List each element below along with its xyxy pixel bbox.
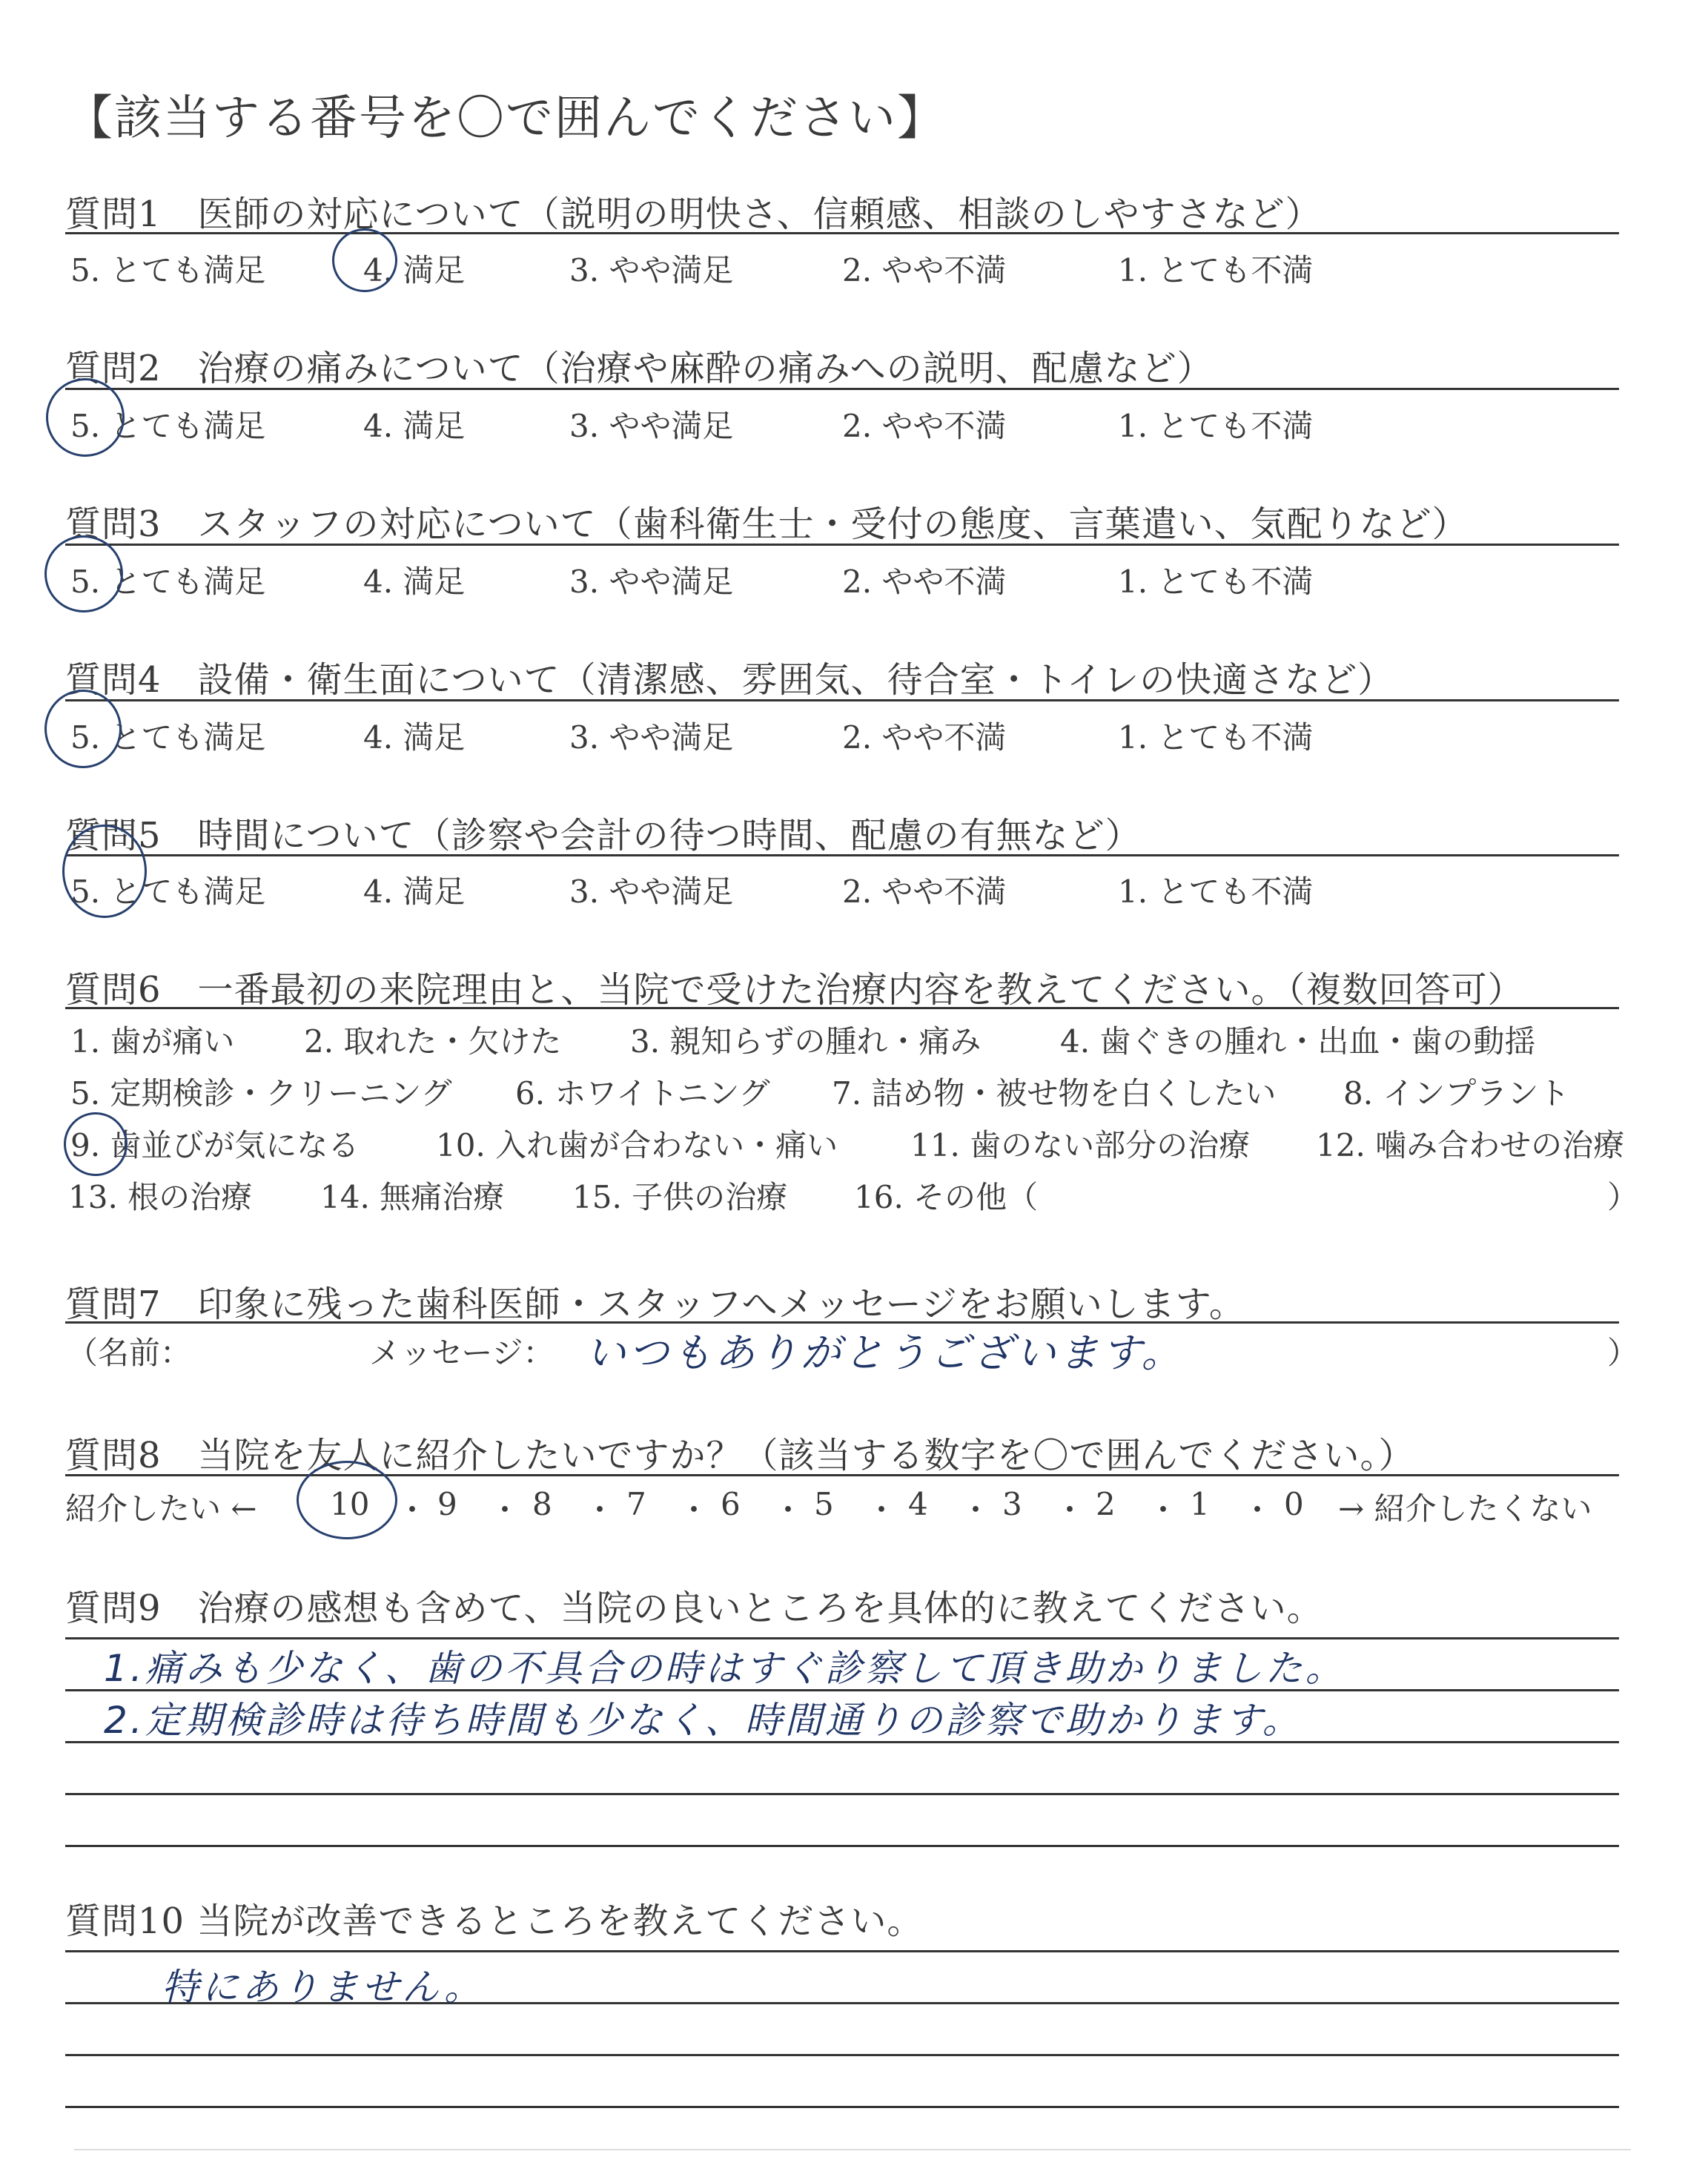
q1-option-2[interactable]: 2. やや不満 [842,252,1007,288]
q6-option-7[interactable]: 7. 詰め物・被せ物を白くしたい [832,1075,1277,1112]
question-6-title: 質問6 一番最初の来院理由と、当院で受けた治療内容を教えてください。（複数回答可） [65,969,1524,1011]
q4-option-4[interactable]: 4. 満足 [363,719,466,756]
q8-scale-2[interactable]: 2 [1096,1486,1116,1522]
form-header: 【該当する番号を〇で囲んでください】 [65,91,946,146]
q9-handwritten-answer-line: 1.痛みも少なく、歯の不具合の時はすぐ診察して頂き助かりました。 [104,1647,1345,1690]
q6-option-3[interactable]: 3. 親知らずの腫れ・痛み [630,1023,982,1060]
q3-option-2[interactable]: 2. やや不満 [842,564,1007,600]
q6-option-6[interactable]: 6. ホワイトニング [515,1075,770,1112]
q2-option-5[interactable]: 5. とても満足 [70,408,266,444]
q6-option-1[interactable]: 1. 歯が痛い [70,1023,235,1060]
q6-option-14[interactable]: 14. 無痛治療 [320,1179,505,1215]
selection-circle [62,825,147,918]
answer-line [65,2054,1619,2056]
q7-name-label: （名前： [67,1335,192,1371]
q8-dot: ・ [1148,1492,1179,1528]
q5-option-2[interactable]: 2. やや不満 [842,873,1007,910]
q8-dot: ・ [584,1492,616,1528]
divider [65,544,1619,546]
q6-option-13[interactable]: 13. 根の治療 [68,1179,253,1215]
q8-scale-7[interactable]: 7 [626,1486,646,1522]
question-10-title: 質問10 当院が改善できるところを教えてください。 [65,1900,924,1942]
q9-handwritten-answer-line: 2.定期検診時は待ち時間も少なく、時間通りの診察で助かります。 [104,1699,1302,1742]
q8-left-label: 紹介したい ← [65,1490,257,1527]
question-8-title: 質問8 当院を友人に紹介したいですか？（該当する数字を〇で囲んでください。） [65,1435,1415,1476]
divider [65,854,1619,856]
question-9-title: 質問9 治療の感想も含めて、当院の良いところを具体的に教えてください。 [65,1588,1323,1629]
q8-dot: ・ [1242,1492,1274,1528]
q3-option-1[interactable]: 1. とても不満 [1118,564,1314,600]
q3-option-3[interactable]: 3. やや満足 [569,564,734,600]
q1-option-1[interactable]: 1. とても不満 [1118,252,1314,288]
q5-option-3[interactable]: 3. やや満足 [569,873,734,910]
selection-circle [44,690,122,768]
q8-scale-6[interactable]: 6 [721,1486,741,1522]
q8-scale-0[interactable]: 0 [1284,1486,1304,1522]
q6-option-16[interactable]: 16. その他（ [854,1179,1039,1215]
q6-option-11[interactable]: 11. 歯のない部分の治療 [910,1127,1251,1163]
q8-dot: ・ [489,1492,521,1528]
q8-scale-4[interactable]: 4 [908,1486,928,1522]
selection-circle [64,1112,128,1176]
divider [65,1474,1619,1476]
question-4-title: 質問4 設備・衛生面について（清潔感、雰囲気、待合室・トイレの快適さなど） [65,659,1394,701]
q2-option-4[interactable]: 4. 満足 [363,408,466,444]
page-bottom-edge [74,2149,1631,2150]
divider [65,232,1619,234]
answer-line [65,1845,1619,1847]
q1-option-3[interactable]: 3. やや満足 [569,252,734,288]
q8-dot: ・ [772,1492,804,1528]
selection-circle [46,378,125,457]
q6-option-15[interactable]: 15. 子供の治療 [572,1179,788,1215]
q2-option-2[interactable]: 2. やや不満 [842,408,1007,444]
divider [65,1007,1619,1009]
selection-circle [44,535,123,612]
q6-other-close-paren: ） [1607,1179,1639,1215]
q6-option-4[interactable]: 4. 歯ぐきの腫れ・出血・歯の動揺 [1060,1023,1536,1060]
q7-message-label: メッセージ： [369,1335,555,1371]
q7-close-paren: ） [1607,1335,1639,1371]
q8-scale-1[interactable]: 1 [1190,1486,1210,1522]
q8-dot: ・ [1054,1492,1086,1528]
q4-option-3[interactable]: 3. やや満足 [569,719,734,756]
q1-option-5[interactable]: 5. とても満足 [70,252,266,288]
q6-option-12[interactable]: 12. 噛み合わせの治療 [1316,1127,1625,1163]
q8-dot: ・ [960,1492,992,1528]
q3-option-5[interactable]: 5. とても満足 [70,564,266,600]
question-1-title: 質問1 医師の対応について（説明の明快さ、信頼感、相談のしやすさなど） [65,194,1322,235]
question-5-title: 質問5 時間について（診察や会計の待つ時間、配慮の有無など） [65,815,1142,856]
q3-option-4[interactable]: 4. 満足 [363,564,466,600]
q8-scale-8[interactable]: 8 [532,1486,552,1522]
answer-line [65,2106,1619,2108]
answer-line [65,1793,1619,1795]
q8-scale-5[interactable]: 5 [814,1486,834,1522]
q4-option-2[interactable]: 2. やや不満 [842,719,1007,756]
q5-option-4[interactable]: 4. 満足 [363,873,466,910]
q8-dot: ・ [397,1492,428,1528]
question-3-title: 質問3 スタッフの対応について（歯科衛生士・受付の態度、言葉遣い、気配りなど） [65,503,1469,545]
q10-handwritten-answer-line: 特にありません。 [162,1966,484,2009]
question-7-title: 質問7 印象に残った歯科医師・スタッフへメッセージをお願いします。 [65,1284,1245,1325]
q4-option-1[interactable]: 1. とても不満 [1118,719,1314,756]
q5-option-5[interactable]: 5. とても満足 [70,873,266,910]
answer-line [65,1950,1619,1952]
q6-option-8[interactable]: 8. インプラント [1343,1075,1570,1112]
q5-option-1[interactable]: 1. とても不満 [1118,873,1314,910]
q4-option-5[interactable]: 5. とても満足 [70,719,266,756]
q1-option-4[interactable]: 4. 満足 [363,252,466,288]
question-2-title: 質問2 治療の痛みについて（治療や麻酔の痛みへの説明、配慮など） [65,348,1214,389]
q7-handwritten-message: いつもありがとうございます。 [586,1330,1185,1376]
q6-option-9[interactable]: 9. 歯並びが気になる [70,1127,360,1163]
q6-option-10[interactable]: 10. 入れ歯が合わない・痛い [436,1127,838,1163]
q2-option-3[interactable]: 3. やや満足 [569,408,734,444]
q8-right-label: → 紹介したくない [1338,1490,1592,1527]
divider [65,699,1619,701]
q8-dot: ・ [866,1492,898,1528]
divider [65,388,1619,390]
q6-option-2[interactable]: 2. 取れた・欠けた [304,1023,562,1060]
q8-scale-9[interactable]: 9 [437,1486,457,1522]
q8-scale-10[interactable]: 10 [330,1486,370,1522]
q2-option-1[interactable]: 1. とても不満 [1118,408,1314,444]
selection-circle [297,1461,397,1539]
selection-circle [332,228,397,292]
q6-option-5[interactable]: 5. 定期検診・クリーニング [70,1075,452,1112]
q8-dot: ・ [678,1492,710,1528]
q8-scale-3[interactable]: 3 [1002,1486,1022,1522]
